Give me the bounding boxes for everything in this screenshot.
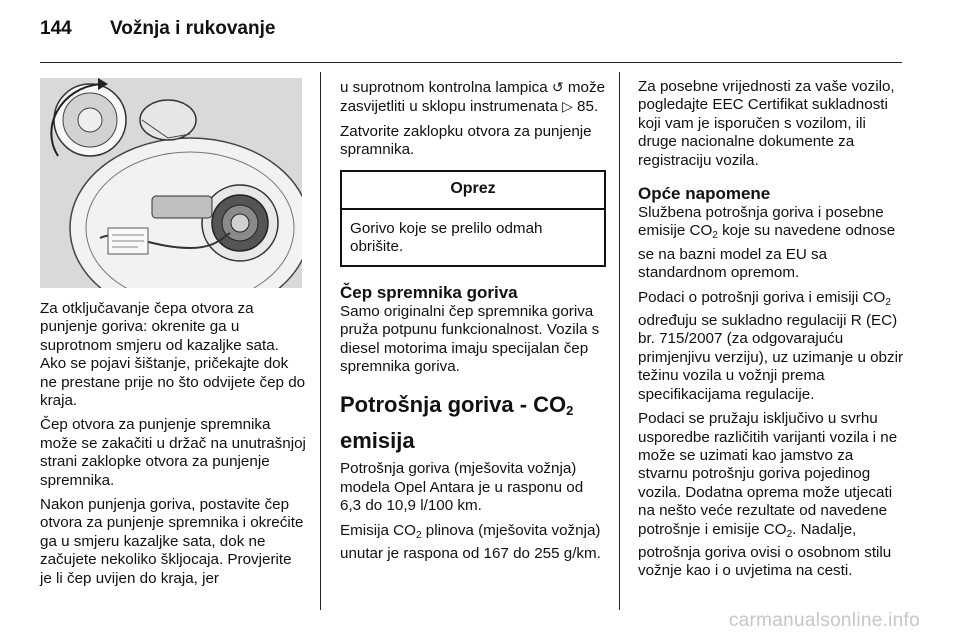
text-segment: Službena potrošnja goriva i posebne emisije CO	[638, 204, 884, 240]
text-segment: Podaci se pružaju isključivo u svrhu usporedbe različitih varijanti vozila i ne može se uzimati kao jamstvo za stvarnu potrošnju goriva pojedinog vozila. Dodatna oprema može utjecati na nešto veće rezultate od navedene potrošnje i emisije CO	[638, 410, 898, 538]
certificate-paragraph: Za posebne vrijednosti za vaše vozilo, pogledajte EEC Certifikat sukladnosti koji vam je isporučen s vozilom, ili druge nacionalne dokumente za registraciju vozila.	[638, 78, 895, 169]
heading-segment: Potrošnja goriva - CO	[340, 392, 567, 418]
column-3	[638, 78, 904, 587]
subscript: 2	[712, 230, 718, 242]
comparison-paragraph	[638, 410, 904, 581]
section-heading-general-notes: Opće napomene	[638, 184, 771, 204]
column-2	[340, 78, 606, 570]
subscript: 2	[786, 528, 793, 540]
holder-paragraph: Čep otvora za punjenje spremnika može se zakačiti u držač na unutrašnjoj strani zaklopke otvora za punjenje spremnika.	[40, 416, 306, 489]
official-consumption-paragraph	[638, 204, 904, 283]
page-reference[interactable]: 85.	[577, 98, 599, 116]
page-reference-icon: ▷	[562, 98, 573, 115]
section-heading-consumption	[340, 390, 606, 456]
fuel-cap-paragraph: Samo originalni čep spremnika goriva pruža potpunu funkcionalnost. Vozila s diesel motorima imaju specijalan čep spremnika goriva.	[340, 302, 600, 376]
caution-body: Gorivo koje se prelilo odmah obrišite.	[350, 220, 543, 256]
consumption-paragraph: Potrošnja goriva (mješovita vožnja) modela Opel Antara je u rasponu od 6,3 do 10,9 l/100 km.	[340, 460, 584, 515]
caution-box	[340, 170, 606, 267]
emission-paragraph	[340, 522, 606, 564]
fuel-cap-drawing	[40, 78, 302, 288]
subscript: 2	[566, 403, 574, 419]
refit-paragraph: Nakon punjenja goriva, postavite čep otvora za punjenje spremnika i okrećite ga u smjeru kazaljke sata, dok ne začujete nekoliko škljocaja. Provjerite je li čep uvijen do kraja, jer	[40, 496, 304, 587]
warning-lamp-paragraph	[340, 78, 606, 117]
page-title: Vožnja i rukovanje	[110, 18, 276, 39]
text-segment: koje su navedene odnose se na bazni model za EU sa standardnom opremom.	[638, 222, 896, 282]
text-segment: određuju se sukladno regulaciji R (EC) br. 715/2007 (za odgovarajuću primjenjivu verziju), uz uzimanje u obzir težinu vozila u vožnji prema specifikacijama regulacije.	[638, 312, 904, 403]
unlock-paragraph: Za otključavanje čepa otvora za punjenje goriva: okrenite ga u suprotnom smjeru od kazaljke sata. Ako se pojavi šištanje, pričekajte dok ne prestane prije no što odvijete čep do kraja.	[40, 300, 306, 410]
subscript: 2	[415, 529, 422, 541]
text-segment: plinova (mješovita vožnja) unutar je raspona od 167 do 255 g/km.	[340, 521, 601, 563]
page-number: 144	[40, 18, 72, 39]
text-segment: u suprotnom kontrolna lampica	[340, 79, 548, 96]
column-divider-2	[619, 72, 620, 610]
text-segment: . Nadalje, potrošnja goriva ovisi o osobnom stilu vožnje kao i o uvjetima na cesti.	[638, 520, 892, 580]
text-segment: Emisija CO	[340, 521, 416, 539]
heading-segment: emisija	[340, 428, 415, 454]
text-segment: može zasvijetliti u sklopu instrumenata	[340, 79, 606, 116]
text-segment: Podaci o potrošnji goriva i emisiji CO	[638, 288, 886, 306]
subscript: 2	[885, 296, 891, 308]
section-heading-fuel-cap: Čep spremnika goriva	[340, 282, 518, 302]
fuel-cap-warning-lamp-icon: ↺	[551, 79, 564, 95]
fuel-cap-illustration	[40, 78, 302, 288]
column-divider-1	[320, 72, 321, 610]
caution-title: Oprez	[342, 172, 604, 210]
close-flap-paragraph: Zatvorite zaklopku otvora za punjenje spramnika.	[340, 122, 592, 159]
column-1	[40, 78, 306, 594]
header-rule	[40, 62, 902, 63]
page-header	[40, 18, 920, 58]
regulation-paragraph	[638, 289, 904, 404]
watermark: carmanualsonline.info	[728, 610, 920, 631]
